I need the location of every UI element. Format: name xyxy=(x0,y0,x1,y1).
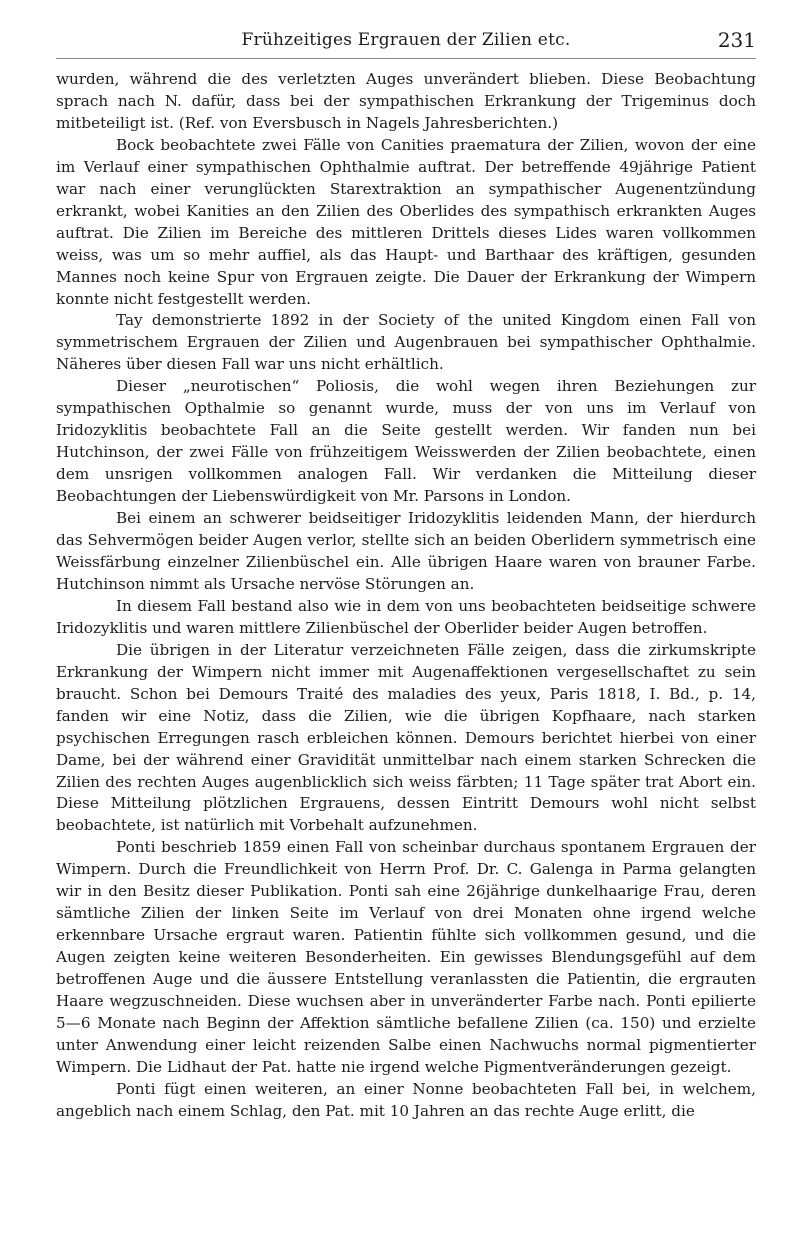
paragraph: In diesem Fall bestand also wie in dem von uns beobachteten beidseitige schwere Iridozyklitis und waren mittlere Zilienbüschel der Oberlider beider Augen betroffen. xyxy=(56,596,756,637)
page-number: 231 xyxy=(717,28,756,52)
paragraph: Bei einem an schwerer beidseitiger Iridozyklitis leidenden Mann, der hierdurch das Sehvermögen beider Augen verlor, stellte sich an beiden Oberlidern symmetrisch eine Weissfärbung einzelner Zilienbüschel ein. Alle übrigen Haare waren von brauner Farbe. Hutchinson nimmt als Ursache nervöse Störungen an. xyxy=(56,509,756,593)
paragraph: Die übrigen in der Literatur verzeichneten Fälle zeigen, dass die zirkumskripte Erkrankung der Wimpern nicht immer mit Augenaffektionen vergesellschaftet zu sein braucht. Schon bei Demours Traité des maladies des yeux, Paris 1818, I. Bd., p. 14, fanden wir eine Notiz, dass die Zilien, wie die übrigen Kopfhaare, nach starken psychischen Erregungen rasch erbleichen können. Demours berichtet hierbei von einer Dame, bei der während einer Gravidität unmittelbar nach einem starken Schrecken die Zilien des rechten Auges augenblicklich sich weiss färbten; 11 Tage später trat Abort ein. Diese Mitteilung plötzlichen Ergrauens, dessen Eintritt Demours wohl nicht selbst beobachtete, ist natürlich mit Vorbehalt aufzunehmen. xyxy=(56,640,756,835)
paragraph: Ponti beschrieb 1859 einen Fall von scheinbar durchaus spontanem Ergrauen der Wimpern. Durch die Freundlichkeit von Herrn Prof. Dr. C. Galenga in Parma gelangten wir in den Besitz dieser Publikation. Ponti sah eine 26jährige dunkelhaarige Frau, deren sämtliche Zilien der linken Seite im Verlauf von drei Monaten ohne irgend welche erkennbare Ursache ergraut waren. Patientin fühlte sich vollkommen gesund, und die Augen zeigten keine weiteren Besonderheiten. Ein gewisses Blendungsgefühl auf dem betroffenen Auge und die äussere Entstellung veranlassten die Patientin, die ergrauten Haare wegzuschneiden. Diese wuchsen aber in unveränderter Farbe nach. Ponti epilierte 5—6 Monate nach Beginn der Affektion sämtliche befallene Zilien (ca. 150) und erzielte unter Anwendung einer leicht reizenden Salbe einen Nachwuchs normal pigmentierter Wimpern. Die Lidhaut der Pat. hatte nie irgend welche Pigmentveränderungen gezeigt. xyxy=(56,838,756,1076)
running-head: Frühzeitiges Ergrauen der Zilien etc. xyxy=(241,30,571,50)
paragraph: Ponti fügt einen weiteren, an einer Nonne beobachteten Fall bei, in welchem, angeblich nach einem Schlag, den Pat. mit 10 Jahren an das rechte Auge erlitt, die xyxy=(56,1079,756,1120)
paragraph: wurden, während die des verletzten Auges unverändert blieben. Diese Beobachtung sprach nach N. dafür, dass bei der sympathischen Erkrankung der Trigeminus doch mitbeteiligt ist. (Ref. von Eversbusch in Nagels Jahresberichten.) xyxy=(56,70,756,132)
body-text xyxy=(56,69,756,1123)
page-header xyxy=(56,26,756,59)
paragraph: Dieser „neurotischen“ Poliosis, die wohl wegen ihren Beziehungen zur sympathischen Opthalmie so genannt wurde, muss der von uns im Verlauf von Iridozyklitis beobachtete Fall an die Seite gestellt werden. Wir fanden nun bei Hutchinson, der zwei Fälle von frühzeitigem Weisswerden der Zilien beobachtete, einen dem unsrigen vollkommen analogen Fall. Wir verdanken die Mitteilung dieser Beobachtungen der Liebenswürdigkeit von Mr. Parsons in London. xyxy=(56,377,756,506)
paragraph: Tay demonstrierte 1892 in der Society of the united Kingdom einen Fall von symmetrischem Ergrauen der Zilien und Augenbrauen bei sympathischer Ophthalmie. Näheres über diesen Fall war uns nicht erhältlich. xyxy=(56,311,756,374)
paragraph: Bock beobachtete zwei Fälle von Canities praematura der Zilien, wovon der eine im Verlauf einer sympathischen Ophthalmie auftrat. Der betreffende 49jährige Patient war nach einer verunglückten Starextraktion an sympathischer Augenentzündung erkrankt, wobei Kanities an den Zilien des Oberlides des sympathisch erkrankten Auges auftrat. Die Zilien im Bereiche des mittleren Drittels dieses Lides waren vollkommen weiss, was um so mehr auffiel, als das Haupt- und Barthaar des kräftigen, gesunden Mannes noch keine Spur von Ergrauen zeigte. Die Dauer der Erkrankung der Wimpern konnte nicht festgestellt werden. xyxy=(56,135,756,308)
